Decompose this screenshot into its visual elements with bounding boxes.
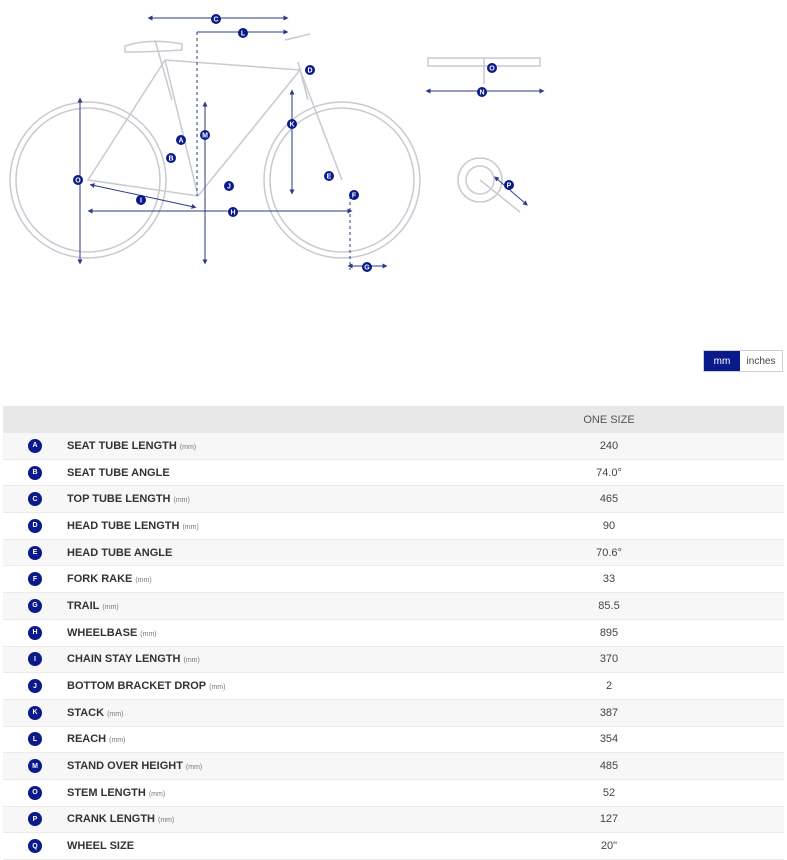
row-letter-badge: P bbox=[28, 812, 42, 826]
measurement-label: TRAIL bbox=[67, 599, 100, 612]
callout-e bbox=[324, 171, 334, 181]
callout-i bbox=[136, 195, 146, 205]
row-badge-cell bbox=[3, 459, 67, 486]
row-badge-cell bbox=[3, 646, 67, 673]
row-badge-cell bbox=[3, 433, 67, 459]
callout-o bbox=[73, 175, 83, 185]
svg-text:O: O bbox=[75, 177, 81, 185]
row-badge-cell bbox=[3, 726, 67, 753]
measurement-label: BOTTOM BRACKET DROP bbox=[67, 680, 207, 693]
row-badge-cell bbox=[3, 619, 67, 646]
table-row bbox=[3, 806, 784, 833]
row-letter-badge: I bbox=[28, 652, 42, 666]
measurement-label: SEAT TUBE LENGTH bbox=[67, 439, 177, 452]
row-value-cell bbox=[434, 646, 784, 673]
svg-text:C: C bbox=[213, 16, 219, 24]
row-badge-cell bbox=[3, 566, 67, 593]
measurement-unit: (mm) bbox=[173, 497, 190, 505]
measurement-unit: (mm) bbox=[109, 737, 126, 745]
svg-text:J: J bbox=[227, 183, 231, 191]
measurement-unit: (mm) bbox=[209, 684, 226, 692]
row-badge-cell bbox=[3, 779, 67, 806]
row-value-cell bbox=[434, 539, 784, 566]
row-name-cell bbox=[67, 753, 434, 780]
row-name-cell bbox=[67, 673, 434, 700]
measurement-label: WHEELBASE bbox=[67, 626, 138, 639]
row-name-cell bbox=[67, 539, 434, 566]
row-name-cell bbox=[67, 433, 434, 459]
measurement-value: 33 bbox=[602, 573, 616, 586]
callout-j bbox=[224, 181, 234, 191]
measurement-label: HEAD TUBE ANGLE bbox=[67, 546, 173, 559]
bike-frame-outline bbox=[10, 34, 540, 258]
row-badge-cell bbox=[3, 513, 67, 540]
row-name-cell bbox=[67, 726, 434, 753]
row-badge-cell bbox=[3, 806, 67, 833]
svg-text:H: H bbox=[230, 209, 236, 217]
callout-g bbox=[362, 262, 372, 272]
row-letter-badge: G bbox=[28, 599, 42, 613]
row-letter-badge: Q bbox=[28, 839, 42, 853]
row-badge-cell bbox=[3, 593, 67, 620]
row-letter-badge: B bbox=[28, 466, 42, 480]
measurement-value: 370 bbox=[599, 653, 619, 666]
row-letter-badge: O bbox=[28, 786, 42, 800]
measurement-value: 90 bbox=[602, 519, 616, 532]
measurement-label: FORK RAKE bbox=[67, 573, 133, 586]
row-value-cell bbox=[434, 833, 784, 860]
table-row bbox=[3, 699, 784, 726]
callout-o-stem bbox=[487, 63, 497, 73]
geometry-table-body bbox=[3, 433, 784, 860]
svg-text:E: E bbox=[326, 173, 332, 181]
row-letter-badge: E bbox=[28, 546, 42, 560]
row-name-cell bbox=[67, 513, 434, 540]
row-badge-cell bbox=[3, 673, 67, 700]
header-badge-cell bbox=[3, 406, 67, 433]
measurement-label: STAND OVER HEIGHT bbox=[67, 760, 183, 773]
row-letter-badge: D bbox=[28, 519, 42, 533]
svg-text:I: I bbox=[140, 197, 142, 205]
measurement-value: 485 bbox=[599, 760, 619, 773]
dimension-lines bbox=[80, 18, 542, 270]
measurement-value: 52 bbox=[602, 786, 616, 799]
row-letter-badge: L bbox=[28, 732, 42, 746]
table-row bbox=[3, 459, 784, 486]
callout-p bbox=[504, 180, 514, 190]
row-letter-badge: M bbox=[28, 759, 42, 773]
measurement-value: 354 bbox=[599, 733, 619, 746]
table-row bbox=[3, 673, 784, 700]
row-letter-badge: H bbox=[28, 626, 42, 640]
table-row bbox=[3, 566, 784, 593]
row-value-cell bbox=[434, 566, 784, 593]
row-badge-cell bbox=[3, 753, 67, 780]
unit-inches-button[interactable]: inches bbox=[740, 351, 782, 371]
row-badge-cell bbox=[3, 539, 67, 566]
callout-h bbox=[228, 207, 238, 217]
row-letter-badge: A bbox=[28, 439, 42, 453]
measurement-unit: (mm) bbox=[185, 764, 203, 772]
measurement-unit: (mm) bbox=[148, 790, 166, 798]
geometry-table bbox=[3, 406, 784, 860]
measurement-unit: (mm) bbox=[158, 817, 175, 825]
row-name-cell bbox=[67, 806, 434, 833]
callout-k bbox=[287, 119, 297, 129]
measurement-value: 70.6° bbox=[596, 546, 622, 559]
svg-text:K: K bbox=[289, 121, 295, 129]
measurement-label: CHAIN STAY LENGTH bbox=[67, 653, 181, 666]
measurement-unit: (mm) bbox=[182, 523, 199, 531]
measurement-label: SEAT TUBE ANGLE bbox=[67, 466, 170, 479]
measurement-value: 2 bbox=[605, 680, 613, 693]
measurement-value: 85.5 bbox=[598, 599, 620, 612]
row-value-cell bbox=[434, 699, 784, 726]
table-header-row bbox=[3, 406, 784, 433]
row-name-cell bbox=[67, 459, 434, 486]
row-name-cell bbox=[67, 833, 434, 860]
callout-a bbox=[176, 135, 186, 145]
header-name-cell bbox=[67, 406, 434, 433]
row-badge-cell bbox=[3, 833, 67, 860]
row-letter-badge: K bbox=[28, 706, 42, 720]
table-row bbox=[3, 753, 784, 780]
measurement-unit: (mm) bbox=[107, 710, 124, 718]
svg-text:L: L bbox=[240, 30, 246, 38]
row-value-cell bbox=[434, 433, 784, 459]
measurement-value: 127 bbox=[599, 813, 619, 826]
svg-text:M: M bbox=[202, 132, 208, 140]
callout-d bbox=[305, 65, 315, 75]
measurement-unit: (mm) bbox=[183, 657, 200, 665]
table-row bbox=[3, 486, 784, 513]
measurement-value: 240 bbox=[599, 439, 619, 452]
table-row bbox=[3, 513, 784, 540]
row-name-cell bbox=[67, 619, 434, 646]
table-row bbox=[3, 593, 784, 620]
row-badge-cell bbox=[3, 486, 67, 513]
row-value-cell bbox=[434, 486, 784, 513]
measurement-label: CRANK LENGTH bbox=[67, 813, 155, 826]
table-row bbox=[3, 779, 784, 806]
row-value-cell bbox=[434, 593, 784, 620]
measurement-unit: (mm) bbox=[135, 577, 152, 585]
row-name-cell bbox=[67, 646, 434, 673]
row-name-cell bbox=[67, 566, 434, 593]
row-name-cell bbox=[67, 699, 434, 726]
callout-m bbox=[200, 130, 210, 140]
row-name-cell bbox=[67, 779, 434, 806]
row-value-cell bbox=[434, 513, 784, 540]
measurement-label: HEAD TUBE LENGTH bbox=[67, 519, 180, 532]
bike-geometry-diagram bbox=[0, 0, 787, 300]
row-letter-badge: F bbox=[28, 572, 42, 586]
measurement-value: 74.0° bbox=[596, 466, 622, 479]
table-row bbox=[3, 619, 784, 646]
callout-f bbox=[349, 190, 359, 200]
svg-text:O: O bbox=[489, 65, 495, 73]
measurement-value: 20" bbox=[600, 840, 618, 853]
row-name-cell bbox=[67, 486, 434, 513]
row-value-cell bbox=[434, 619, 784, 646]
row-value-cell bbox=[434, 459, 784, 486]
svg-text:A: A bbox=[178, 137, 184, 145]
callout-n bbox=[477, 87, 487, 97]
svg-text:F: F bbox=[351, 192, 357, 200]
svg-text:N: N bbox=[479, 89, 485, 97]
measurement-unit: (mm) bbox=[102, 603, 119, 611]
svg-text:P: P bbox=[506, 182, 512, 190]
measurement-value: 465 bbox=[599, 493, 619, 506]
measurement-unit: (mm) bbox=[179, 443, 197, 451]
measurement-unit: (mm) bbox=[140, 630, 157, 638]
measurement-label: STACK bbox=[67, 706, 105, 719]
row-value-cell bbox=[434, 779, 784, 806]
unit-toggle[interactable] bbox=[703, 350, 783, 372]
measurement-label: TOP TUBE LENGTH bbox=[67, 493, 171, 506]
header-size-column: ONE SIZE bbox=[434, 406, 784, 433]
table-row bbox=[3, 833, 784, 860]
row-letter-badge: C bbox=[28, 492, 42, 506]
row-value-cell bbox=[434, 726, 784, 753]
callout-b bbox=[166, 153, 176, 163]
measurement-value: 895 bbox=[599, 626, 619, 639]
callout-c bbox=[211, 14, 221, 24]
measurement-value: 387 bbox=[599, 706, 619, 719]
unit-mm-button[interactable]: mm bbox=[704, 351, 740, 371]
table-row bbox=[3, 433, 784, 459]
callout-l bbox=[238, 28, 248, 38]
table-row bbox=[3, 539, 784, 566]
table-row bbox=[3, 726, 784, 753]
measurement-label: REACH bbox=[67, 733, 107, 746]
row-value-cell bbox=[434, 806, 784, 833]
row-badge-cell bbox=[3, 699, 67, 726]
row-letter-badge: J bbox=[28, 679, 42, 693]
svg-text:B: B bbox=[168, 155, 174, 163]
row-value-cell bbox=[434, 673, 784, 700]
svg-text:D: D bbox=[307, 67, 313, 75]
measurement-label: WHEEL SIZE bbox=[67, 840, 135, 853]
table-row bbox=[3, 646, 784, 673]
row-value-cell bbox=[434, 753, 784, 780]
svg-text:G: G bbox=[364, 264, 370, 272]
row-name-cell bbox=[67, 593, 434, 620]
measurement-label: STEM LENGTH bbox=[67, 786, 146, 799]
